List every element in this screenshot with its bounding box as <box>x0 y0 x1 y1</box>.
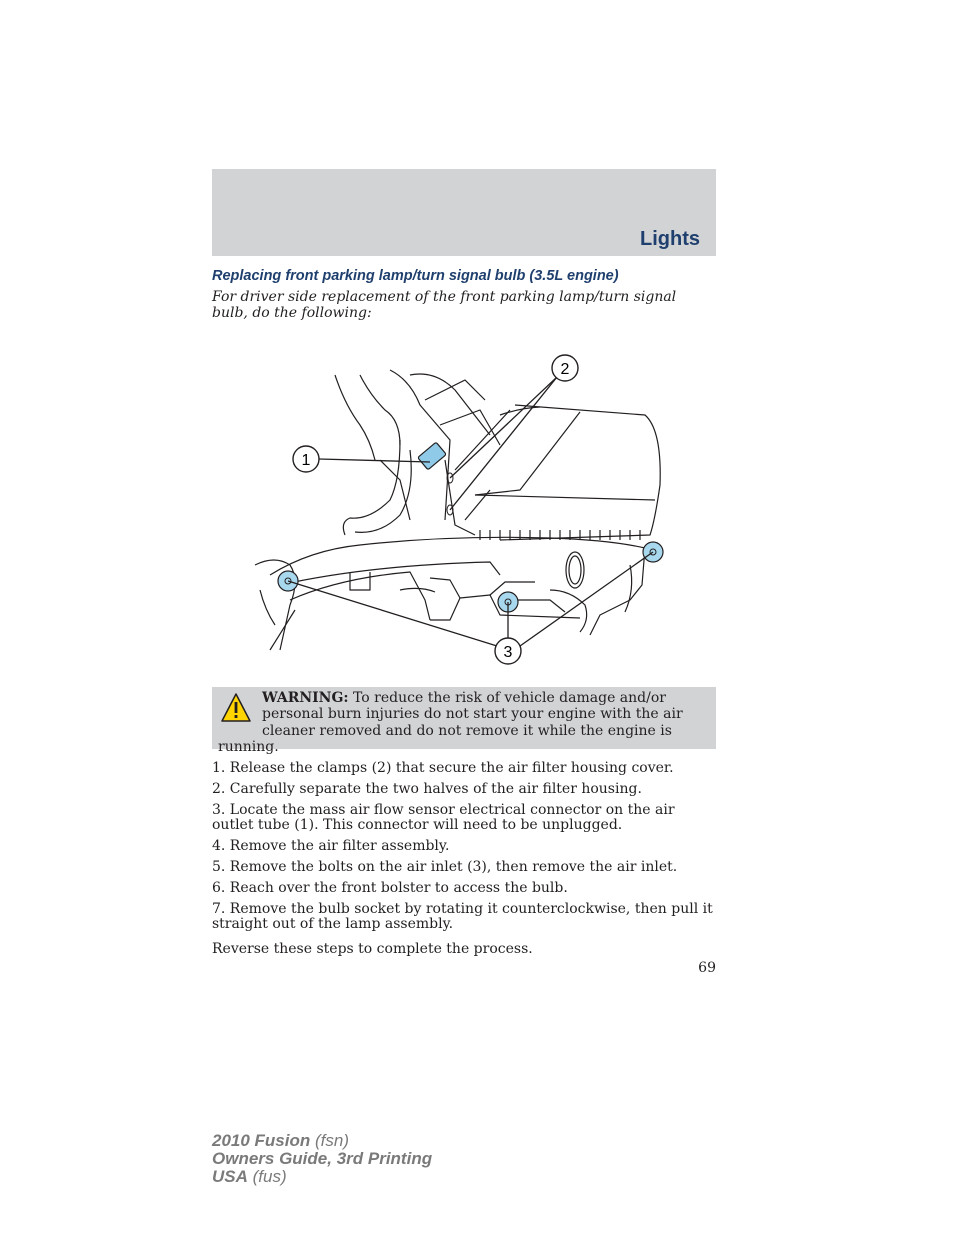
maf-connector-marker <box>418 442 447 470</box>
closing-text: Reverse these steps to complete the process. <box>212 941 533 957</box>
step-item: 4. Remove the air filter assembly. <box>212 838 450 854</box>
warning-label: WARNING: <box>262 690 349 706</box>
warning-box <box>212 687 716 755</box>
footer-market: USA <box>212 1167 248 1186</box>
callout-3-label: 3 <box>503 644 513 661</box>
footer-line-3 <box>212 1168 432 1186</box>
engine-bay-illustration <box>250 350 690 670</box>
footer-model-code: (fsn) <box>310 1131 349 1150</box>
step-item: 7. Remove the bulb socket by rotating it counterclockwise, then pull it straight out of the lamp assembly. <box>212 901 713 932</box>
intro-text: For driver side replacement of the front parking lamp/turn signal bulb, do the following: <box>212 289 677 321</box>
footer-line-1 <box>212 1132 432 1150</box>
step-item: 1. Release the clamps (2) that secure the air filter housing cover. <box>212 760 674 776</box>
leader-3c <box>520 552 653 646</box>
callout-3 <box>495 638 521 664</box>
steps-list <box>212 761 716 938</box>
footer-market-code: (fus) <box>247 1167 287 1186</box>
leader-3a <box>288 581 497 646</box>
step-item: 2. Carefully separate the two halves of the air filter housing. <box>212 781 642 797</box>
callout-2-label: 2 <box>560 361 570 378</box>
document-footer <box>212 1132 432 1186</box>
step-item: 6. Reach over the front bolster to access the bulb. <box>212 880 568 896</box>
warning-text: To reduce the risk of vehicle damage and/or personal burn injuries do not start your engine with the air cleaner removed and do not remove it while the engine is running. <box>218 690 683 755</box>
section-heading: Replacing front parking lamp/turn signal bulb (3.5L engine) <box>212 268 619 284</box>
section-header-band <box>212 169 716 256</box>
callout-1-label: 1 <box>301 452 311 469</box>
warning-triangle-icon <box>220 692 252 724</box>
callout-1 <box>293 446 319 472</box>
footer-model: 2010 Fusion <box>212 1131 311 1150</box>
footer-line-2: Owners Guide, 3rd Printing <box>212 1149 433 1168</box>
step-item: 5. Remove the bolts on the air inlet (3), then remove the air inlet. <box>212 859 678 875</box>
section-title: Lights <box>640 228 700 250</box>
callout-2 <box>552 355 578 381</box>
leader-2b <box>450 377 557 510</box>
page-number: 69 <box>698 960 716 976</box>
step-item: 3. Locate the mass air flow sensor electrical connector on the air outlet tube (1). This connector will need to be unplugged. <box>212 802 675 833</box>
